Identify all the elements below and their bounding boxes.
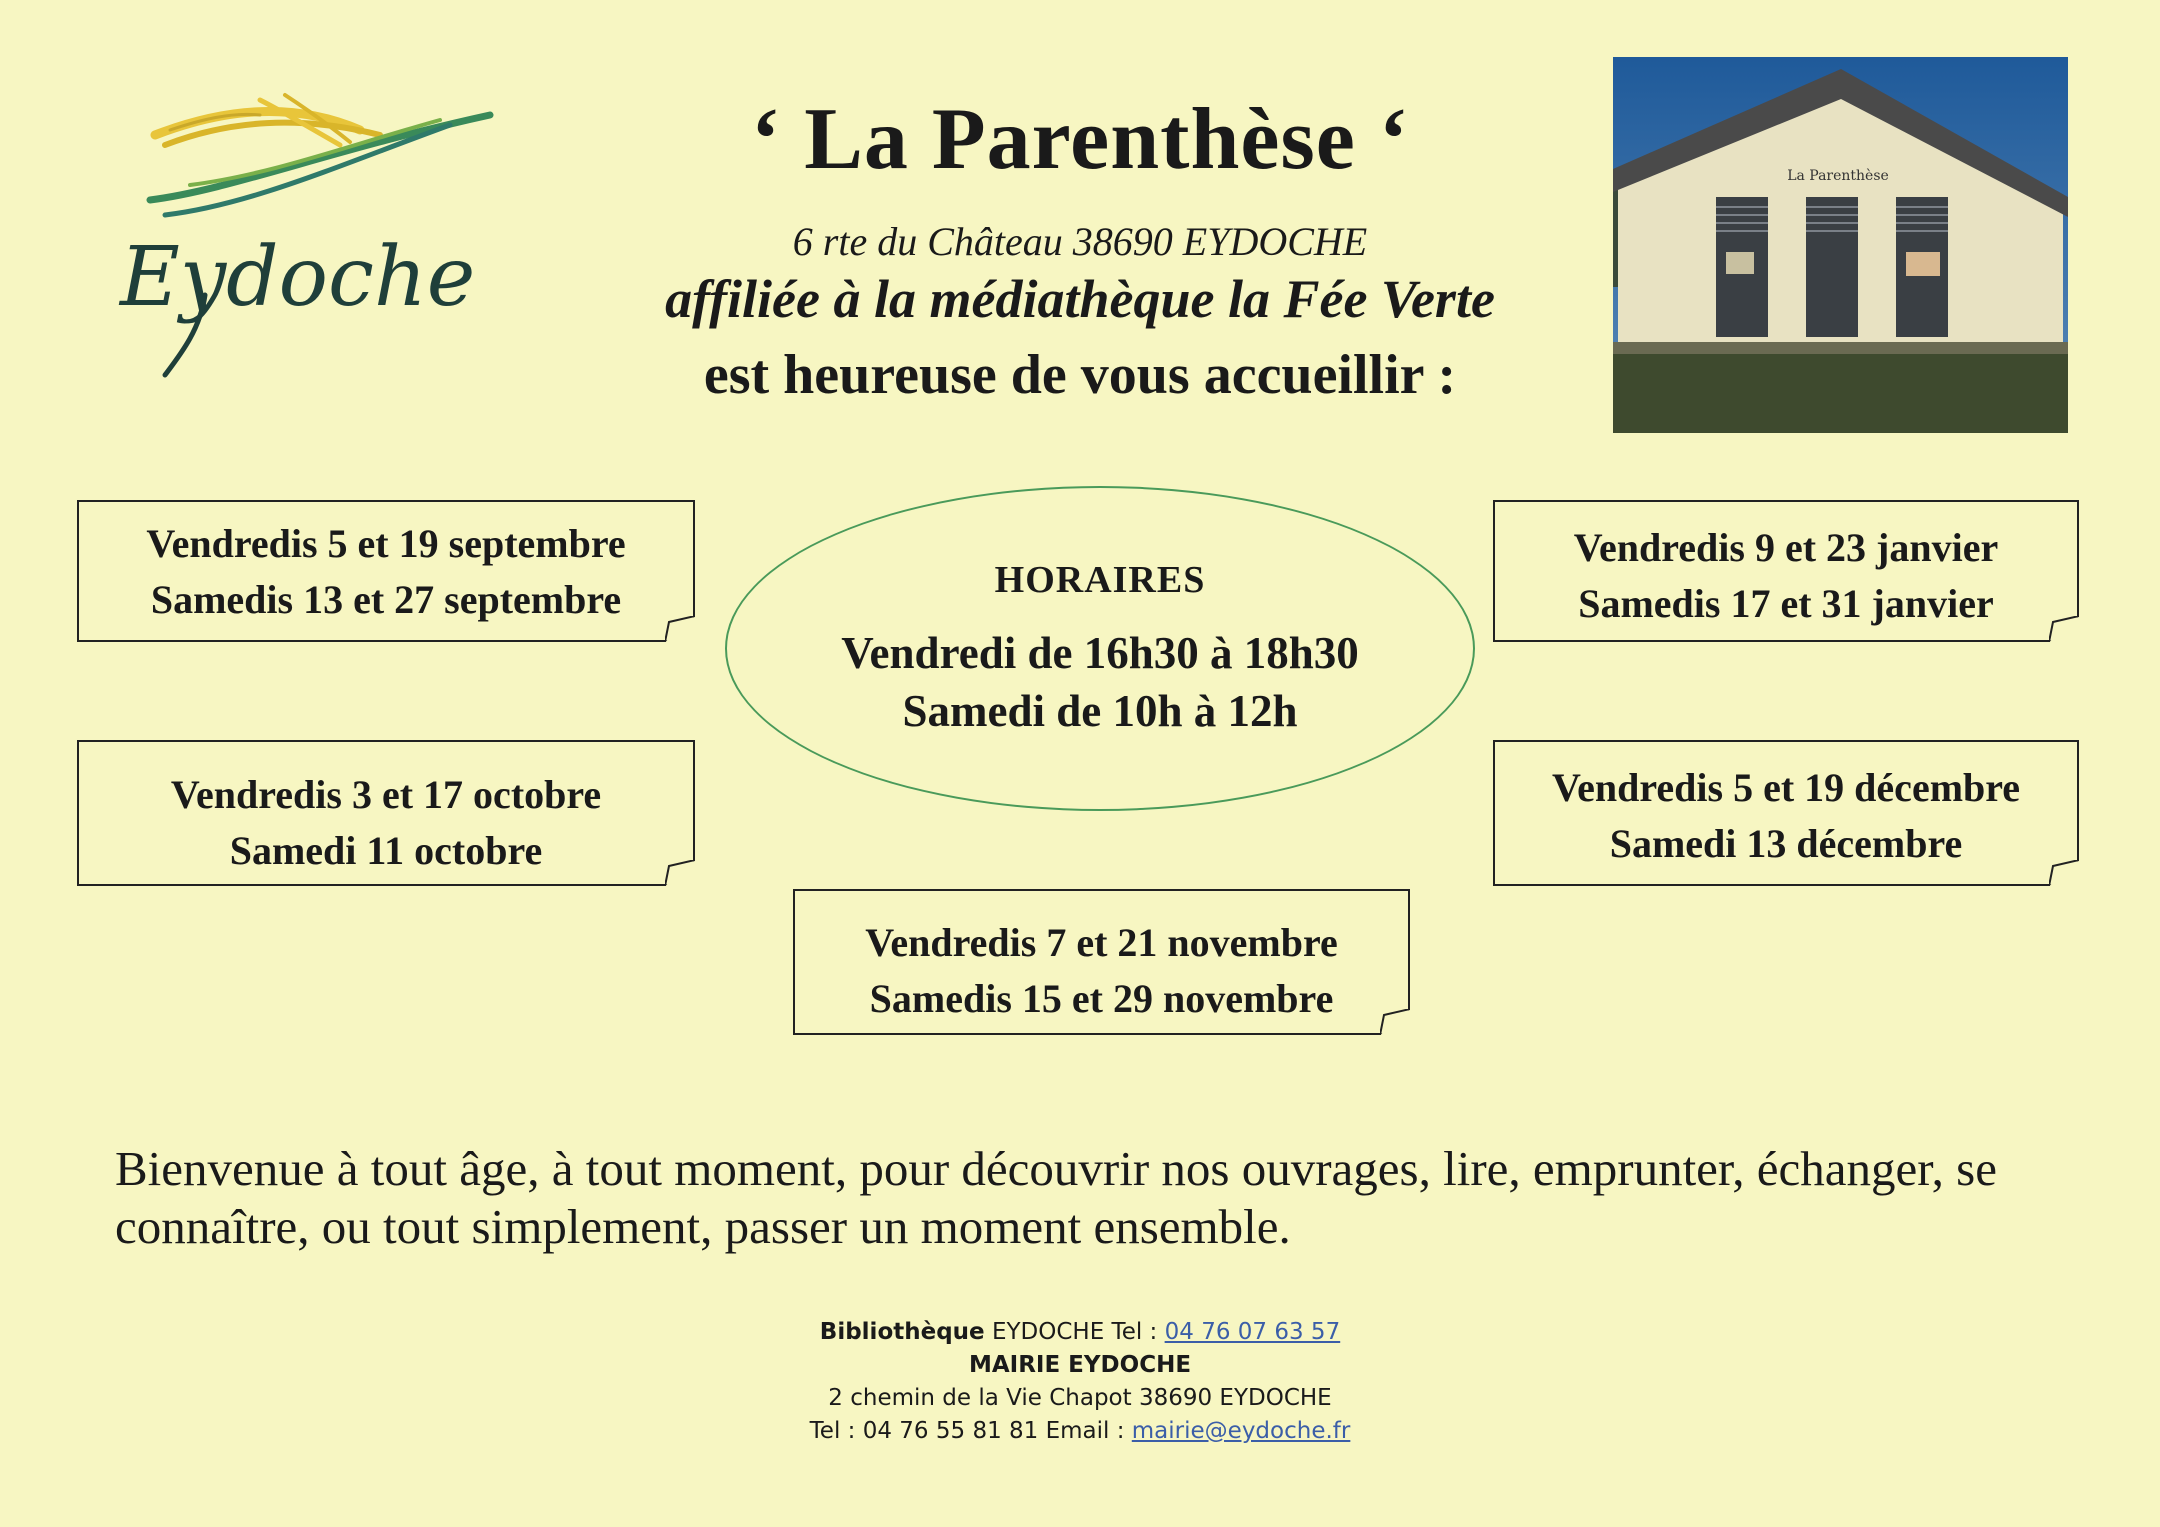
folded-corner-icon: [1380, 1009, 1410, 1035]
address: 6 rte du Château 38690 EYDOCHE: [792, 219, 1368, 264]
dates-december: [1493, 740, 2079, 886]
eydoche-logo-graphic: [110, 90, 510, 390]
welcome-paragraph: Bienvenue à tout âge, à tout moment, pour découvrir nos ouvrages, lire, emprunter, échanger, se connaître, ou tout simplement, passer un moment ensemble.: [115, 1141, 1997, 1254]
mairie-contact: [630, 1415, 1530, 1448]
date-line: Vendredis 9 et 23 janvier: [1573, 525, 1999, 570]
date-line: Vendredis 5 et 19 septembre: [146, 521, 626, 566]
mairie-name: MAIRIE EYDOCHE: [968, 1352, 1192, 1378]
mairie-tel: Tel : 04 76 55 81 81 Email :: [809, 1418, 1132, 1444]
logo-wordmark: Eydoche: [120, 230, 476, 325]
dates-october: [77, 740, 695, 886]
date-line: Vendredis 7 et 21 novembre: [865, 920, 1338, 965]
contact-footer: [630, 1316, 1530, 1448]
horaires-title: HORAIRES: [994, 559, 1206, 601]
dates-september: [77, 500, 695, 642]
welcome-heading: est heureuse de vous accueillir :: [703, 344, 1457, 406]
building-illustration: [1613, 57, 2068, 433]
folded-corner-icon: [2049, 616, 2079, 642]
folded-corner-icon: [2049, 860, 2079, 886]
horaires-saturday: Samedi de 10h à 12h: [902, 686, 1298, 736]
date-line: Vendredis 3 et 17 octobre: [170, 772, 602, 817]
library-contact: [630, 1316, 1530, 1349]
page-title: ‘ La Parenthèse ‘: [750, 91, 1410, 188]
horaires-ellipse: [725, 486, 1475, 811]
library-phone-link[interactable]: 04 76 07 63 57: [1164, 1319, 1341, 1345]
header: [560, 90, 1600, 408]
dates-november: [793, 889, 1410, 1035]
date-line: Samedis 17 et 31 janvier: [1578, 581, 1994, 626]
library-rest: EYDOCHE Tel :: [984, 1319, 1165, 1345]
building-sign: La Parenthèse: [1787, 168, 1889, 184]
date-line: Vendredis 5 et 19 décembre: [1551, 765, 2021, 810]
library-label: Bibliothèque: [819, 1319, 985, 1345]
eydoche-logo: [110, 90, 510, 390]
date-line: Samedi 13 décembre: [1609, 821, 1963, 866]
date-line: Samedi 11 octobre: [229, 828, 543, 873]
horaires-friday: Vendredi de 16h30 à 18h30: [841, 628, 1359, 678]
email-link[interactable]: mairie@eydoche.fr: [1131, 1418, 1351, 1444]
affiliation: affiliée à la médiathèque la Fée Verte: [665, 269, 1495, 329]
date-line: Samedis 15 et 29 novembre: [869, 976, 1334, 1021]
date-line: Samedis 13 et 27 septembre: [150, 577, 622, 622]
mairie-address: 2 chemin de la Vie Chapot 38690 EYDOCHE: [828, 1385, 1332, 1411]
folded-corner-icon: [665, 860, 695, 886]
building-photo: [1613, 57, 2068, 433]
dates-january: [1493, 500, 2079, 642]
folded-corner-icon: [665, 616, 695, 642]
